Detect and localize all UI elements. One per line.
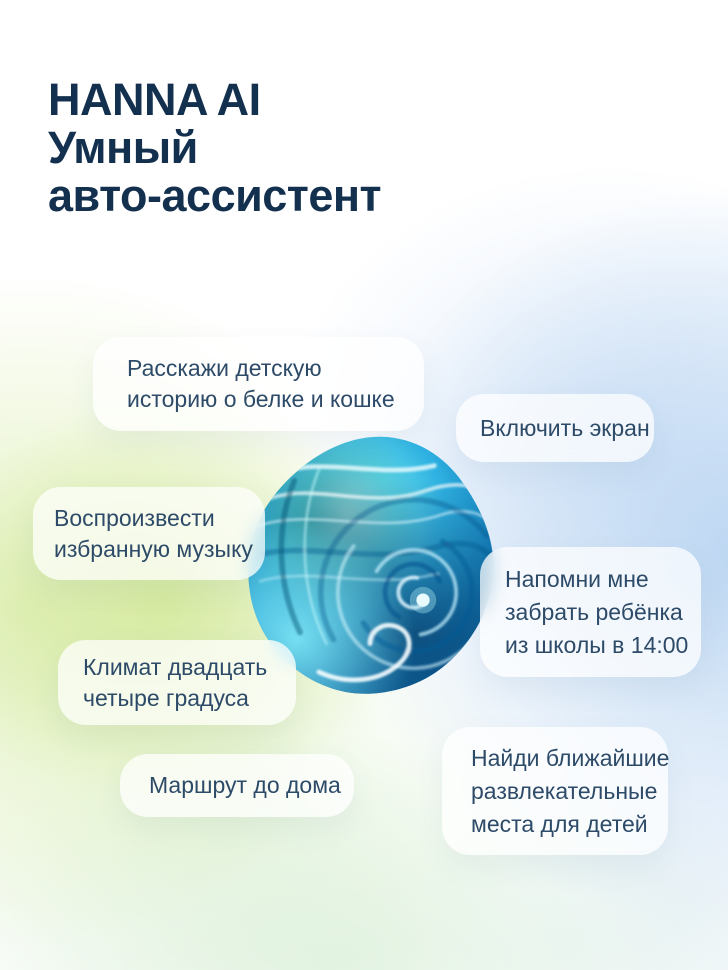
bubble-line: Найди ближайшие: [471, 744, 670, 771]
brand-title: HANNA AI: [48, 74, 261, 125]
subtitle-line-2: авто-ассистент: [48, 170, 382, 221]
subtitle-line-1: Умный: [48, 122, 198, 173]
bubble-line: Климат двадцать: [83, 653, 268, 680]
voice-command-bubble-route: [120, 754, 354, 817]
bubble-line: Включить экран: [480, 414, 650, 441]
bubble-line: из школы в 14:00: [505, 631, 689, 658]
voice-command-bubble-climate: [58, 640, 296, 725]
voice-command-bubble-music: [33, 487, 265, 580]
bubble-line: историю о белке и кошке: [127, 386, 395, 412]
bubble-line: Расскажи детскую: [127, 355, 322, 381]
voice-command-bubble-reminder: [480, 547, 701, 677]
bubble-line: места для детей: [471, 810, 648, 837]
title-block: [48, 76, 381, 220]
bubble-line: четыре градуса: [83, 684, 249, 711]
bubble-line: развлекательные: [471, 777, 658, 804]
bubble-line: Маршрут до дома: [149, 772, 341, 798]
bubble-line: забрать ребёнка: [505, 598, 683, 625]
bubble-line: Напомни мне: [505, 565, 649, 592]
voice-command-bubble-story: [93, 337, 424, 431]
bubble-line: Воспроизвести: [54, 504, 215, 531]
voice-command-bubble-places: [442, 727, 668, 855]
bubble-line: избранную музыку: [54, 535, 253, 562]
voice-command-bubble-screen: [456, 394, 654, 462]
